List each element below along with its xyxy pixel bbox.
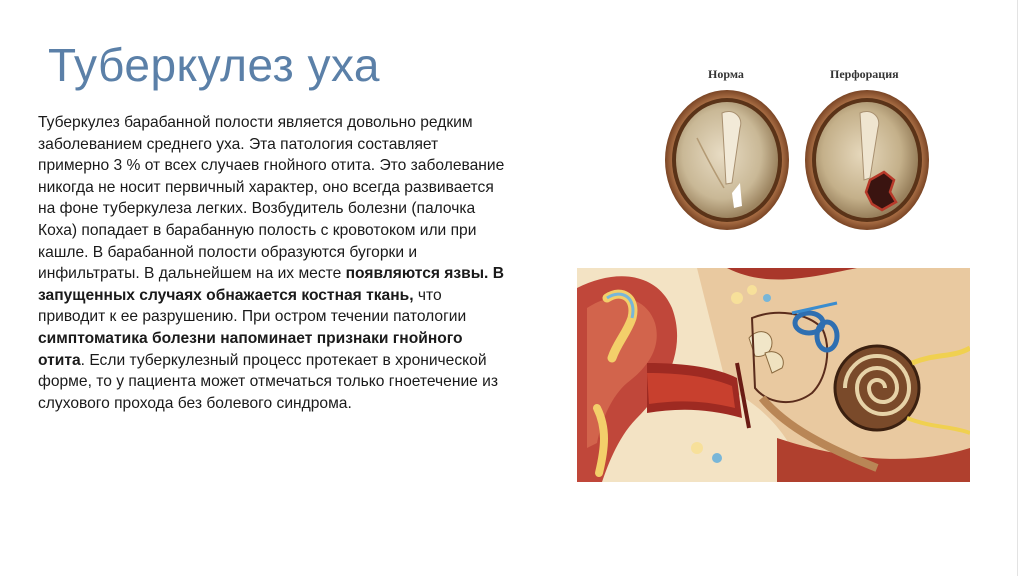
body-text-part-2: что приводит к ее разрушению. При остром течении патологии — [38, 286, 467, 326]
ear-anatomy-image — [577, 268, 970, 482]
body-text-part-3: . Если туберкулезный процесс протекает в хронической форме, то у пациента может отмечаться только гноетечение из слухового прохода без болевого синдрома. — [38, 351, 499, 412]
label-normal: Норма — [708, 67, 744, 81]
slide-title: Туберкулез уха — [48, 39, 381, 91]
label-perforation: Перфорация — [830, 67, 899, 81]
body-text-part-1: Туберкулез барабанной полости является довольно редким заболеванием среднего уха. Эта патология составляет примерно 3 % от всех случаев гнойного отита. Это заболевание никогда не носит первичный характер, оно всегда развивается на фоне туберкулеза легких. Возбудитель болезни (палочка Коха) попадает в барабанную полость с кровотоком или при кашле. В барабанной полости образуются бугорки и инфильтраты. В дальнейшем на их месте — [38, 114, 505, 283]
eardrum-figure — [655, 60, 940, 235]
body-text-bold-2: симптоматика болезни напоминает признаки гнойного отита — [38, 329, 463, 369]
eardrum-normal-image — [662, 88, 792, 233]
slide-edge-line — [1017, 0, 1018, 576]
body-text-bold-1: появляются язвы. В запущенных случаях обнажается костная ткань, — [38, 265, 504, 304]
eardrum-perforation-image — [802, 88, 932, 233]
slide-body-text — [38, 112, 508, 414]
